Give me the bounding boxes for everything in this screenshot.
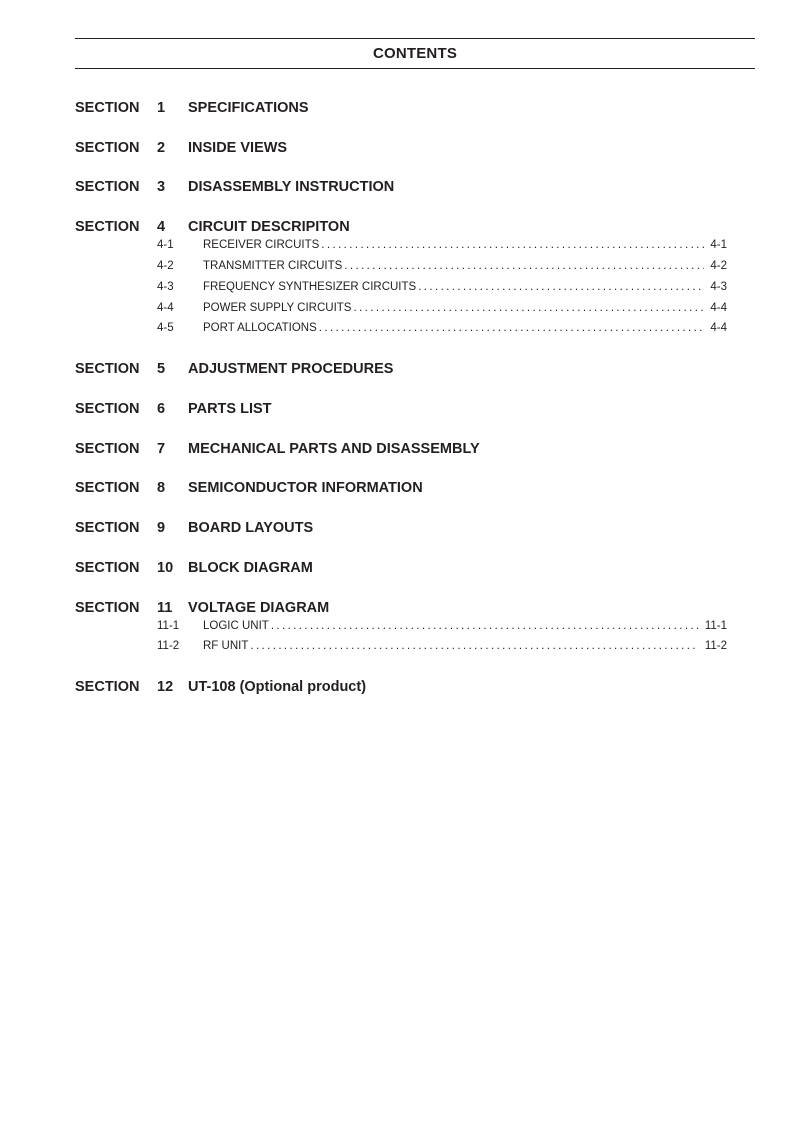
section-title: VOLTAGE DIAGRAM: [188, 599, 330, 616]
section-label: SECTION: [75, 219, 140, 236]
subsection-title: PORT ALLOCATIONS: [203, 322, 317, 335]
subsection-number: 4-3: [157, 280, 174, 293]
subsection-entry[interactable]: [157, 260, 727, 276]
section-label: SECTION: [75, 139, 140, 156]
section-number: 6: [157, 401, 166, 417]
section-number: 5: [157, 361, 166, 378]
section-label: SECTION: [75, 520, 140, 537]
section-number: 7: [157, 440, 166, 457]
section-label: SECTION: [75, 480, 140, 497]
subsection-entry[interactable]: [157, 281, 727, 297]
section-title: INSIDE VIEWS: [188, 139, 288, 156]
dot-leader: [344, 260, 704, 272]
subsection-leader: [203, 239, 727, 251]
subsection-leader: [203, 281, 727, 293]
subsection-number: 11-1: [157, 619, 180, 632]
section-title: BLOCK DIAGRAM: [188, 559, 313, 576]
subsection-title: TRANSMITTER CIRCUITS: [203, 259, 343, 272]
subsection-page: 11-2: [704, 640, 727, 653]
subsection-page: 4-2: [710, 259, 727, 272]
subsection-page: 4-1: [710, 239, 727, 252]
section-title: CIRCUIT DESCRIPITON: [188, 219, 350, 236]
subsection-title: POWER SUPPLY CIRCUITS: [203, 301, 352, 314]
subsection-entry[interactable]: [157, 620, 727, 636]
section-label: SECTION: [75, 440, 140, 457]
subsection-entry[interactable]: [157, 640, 727, 656]
section-number: 9: [157, 520, 166, 537]
section-number: 12: [157, 679, 174, 696]
subsection-leader: [203, 302, 727, 314]
section-label: SECTION: [75, 559, 140, 576]
subsection-leader: [203, 322, 727, 334]
dot-leader: [321, 239, 704, 251]
section-number: 3: [157, 179, 166, 196]
table-of-contents: [75, 0, 755, 1122]
subsection-title: RF UNIT: [203, 640, 249, 653]
section-title: BOARD LAYOUTS: [188, 520, 314, 537]
subsection-title: LOGIC UNIT: [203, 619, 269, 632]
section-number: 4: [157, 219, 166, 236]
subsection-page: 4-4: [710, 322, 727, 335]
subsection-leader: [203, 260, 727, 272]
subsection-entry[interactable]: [157, 239, 727, 255]
section-number: 2: [157, 139, 166, 156]
subsection-number: 4-5: [157, 322, 174, 335]
section-label: SECTION: [75, 100, 140, 116]
subsection-entry[interactable]: [157, 322, 727, 338]
section-title: PARTS LIST: [188, 401, 272, 417]
subsection-number: 11-2: [157, 640, 180, 653]
section-title: SPECIFICATIONS: [188, 100, 309, 116]
subsection-number: 4-1: [157, 239, 174, 252]
section-label: SECTION: [75, 401, 140, 417]
subsection-page: 4-4: [710, 301, 727, 314]
subsection-title: FREQUENCY SYNTHESIZER CIRCUITS: [203, 280, 417, 293]
subsection-title: RECEIVER CIRCUITS: [203, 239, 320, 252]
section-number: 1: [157, 100, 166, 116]
subsection-page: 4-3: [710, 280, 727, 293]
section-number: 10: [157, 559, 174, 576]
section-title: DISASSEMBLY INSTRUCTION: [188, 179, 395, 196]
section-label: SECTION: [75, 599, 140, 616]
subsection-number: 4-2: [157, 259, 174, 272]
dot-leader: [250, 640, 698, 652]
section-number: 11: [157, 599, 173, 616]
dot-leader: [319, 322, 705, 334]
dot-leader: [353, 302, 704, 314]
section-title: UT-108 (Optional product): [188, 679, 367, 696]
subsection-number: 4-4: [157, 301, 174, 314]
section-label: SECTION: [75, 679, 140, 696]
page-title: CONTENTS: [372, 45, 458, 62]
section-label: SECTION: [75, 361, 140, 378]
dot-leader: [418, 281, 704, 293]
subsection-entry[interactable]: [157, 302, 727, 318]
section-label: SECTION: [75, 179, 140, 196]
dot-leader: [271, 620, 699, 632]
section-title: ADJUSTMENT PROCEDURES: [188, 361, 394, 378]
section-number: 8: [157, 480, 166, 497]
section-title: MECHANICAL PARTS AND DISASSEMBLY: [188, 440, 480, 457]
subsection-page: 11-1: [704, 619, 727, 632]
subsection-leader: [203, 620, 727, 632]
section-title: SEMICONDUCTOR INFORMATION: [188, 480, 423, 497]
subsection-leader: [203, 640, 727, 652]
